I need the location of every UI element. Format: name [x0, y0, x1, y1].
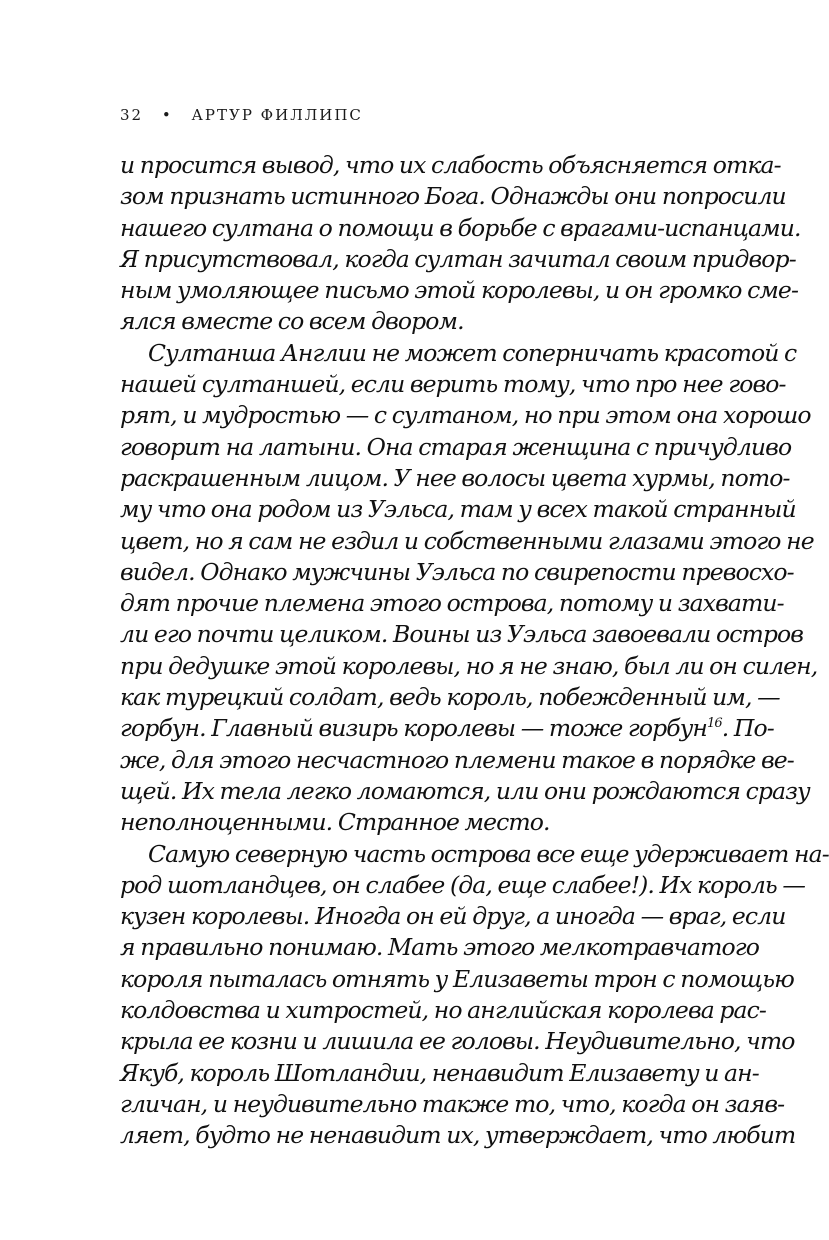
text-line: цвет, но я сам не ездил и собственными глазами этого не	[120, 526, 814, 555]
text-line: ялся вместе со всем двором.	[120, 307, 464, 336]
text-line: видел. Однако мужчины Уэльса по свирепости превосхо-	[120, 557, 794, 586]
footnote-marker[interactable]: 16	[707, 716, 722, 732]
text-line: неполноценными. Странное место.	[120, 808, 550, 837]
text-line: крыла ее козни и лишила ее головы. Неудивительно, что	[120, 1027, 795, 1056]
text-line: му что она родом из Уэльса, там у всех такой странный	[120, 495, 796, 524]
page-number: 32	[120, 106, 144, 124]
text-line: ли его почти целиком. Воины из Уэльса завоевали остров	[120, 620, 804, 649]
body-text	[120, 150, 829, 1152]
text-line: ным умоляющее письмо этой королевы, и он громко сме-	[120, 276, 798, 305]
text-line: Якуб, король Шотландии, ненавидит Елизавету и ан-	[120, 1058, 759, 1087]
text-line-start: горбун. Главный визирь королевы — тоже горбун	[120, 714, 708, 743]
text-line: при дедушке этой королевы, но я не знаю, был ли он силен,	[120, 651, 818, 680]
text-line: и просится вывод, что их слабость объясняется отка-	[120, 151, 781, 179]
text-line: нашей султаншей, если верить тому, что про нее гово-	[120, 370, 786, 399]
text-line: я правильно понимаю. Мать этого мелкотравчатого	[120, 933, 759, 962]
text-line: ляет, будто не ненавидит их, утверждает, что любит	[120, 1121, 796, 1150]
text-line: зом признать истинного Бога. Однажды они попросили	[120, 182, 786, 211]
text-line: говорит на латыни. Она старая женщина с причудливо	[120, 432, 792, 461]
header-separator: •	[161, 106, 173, 124]
text-line: колдовства и хитростей, но английская королева рас-	[120, 996, 766, 1025]
text-line: жe, для этого несчастного племени такое в порядке ве-	[120, 745, 794, 774]
text-line: кузен королевы. Иногда он ей друг, а иногда — враг, если	[120, 902, 786, 931]
text-line: род шотландцев, он слабее (да, еще слабее!). Их король —	[120, 870, 805, 899]
text-line-end: По-	[733, 714, 774, 743]
running-head	[120, 106, 363, 124]
text-line: как турецкий солдат, ведь король, побежденный им, —	[120, 683, 780, 712]
paragraph-3	[120, 839, 829, 1152]
text-line: Я присутствовал, когда султан зачитал своим придвор-	[120, 244, 796, 273]
text-line: короля пыталась отнять у Елизаветы трон с помощью	[120, 964, 794, 993]
text-line: нашего султана о помощи в борьбе с врагами-испанцами.	[120, 213, 801, 242]
paragraph-1	[120, 150, 801, 338]
text-line: Самую северную часть острова все еще удерживает на-	[148, 839, 829, 868]
text-line: дят прочие племена этого острова, потому и захвати-	[120, 589, 784, 618]
text-line: Султанша Англии не может соперничать красотой с	[148, 338, 797, 367]
text-line-with-footnote: горбун. Главный визирь королевы — тоже горбун$^{16}$. По-	[120, 714, 774, 743]
text-line: рят, и мудростью — с султаном, но при этом она хорошо	[120, 401, 811, 430]
text-line: раскрашенным лицом. У нее волосы цвета хурмы, пото-	[120, 463, 790, 492]
text-line: гличан, и неудивительно также то, что, когда он заяв-	[120, 1089, 785, 1118]
author-name: АРТУР ФИЛЛИПС	[191, 106, 363, 124]
text-line: щей. Их тела легко ломаются, или они рождаются сразу	[120, 776, 810, 805]
paragraph-2	[120, 338, 818, 839]
